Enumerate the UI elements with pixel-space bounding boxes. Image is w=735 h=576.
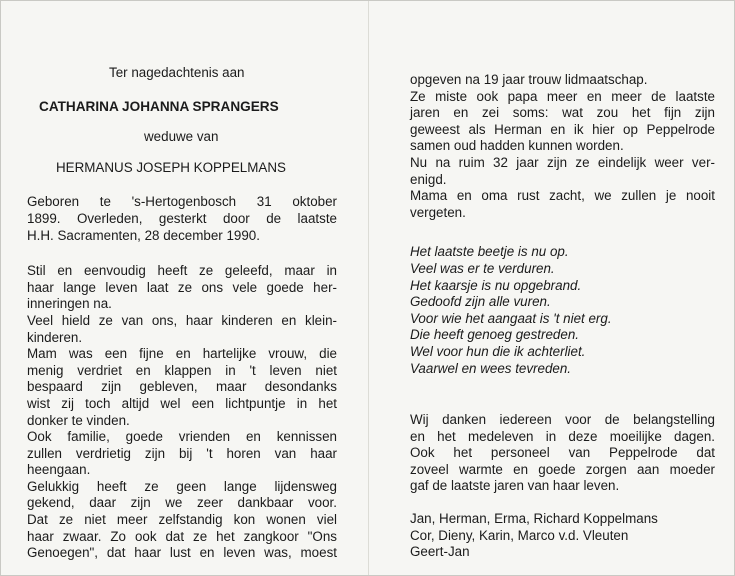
text-line: geweest als Herman en ik hier op Peppelrode (410, 121, 715, 137)
poem-line: Het kaarsje is nu opgebrand. (410, 277, 582, 293)
text-line: gekend, daar zijn we zeer dankbaar voor. (27, 495, 337, 511)
widow-of-text: weduwe van (144, 129, 219, 145)
text-line: haar zwaar. Zo ook dat ze het zangkoor "Ons (27, 528, 337, 544)
text-line: zoveel warmte en goede zorgen aan moeder (410, 461, 715, 477)
text-line: Veel hield ze van ons, haar kinderen en klein- (27, 312, 337, 328)
text-line: Gelukkig heeft ze geen lange lijdensweg (27, 478, 337, 494)
poem (410, 244, 715, 377)
poem-line: Veel was er te verduren. (410, 260, 555, 276)
text-line: jaren en zei soms: wat zou het fijn zijn (410, 105, 715, 121)
text-line: en het medeleven in deze moeilijke dagen. (410, 428, 715, 444)
family-line: Geert-Jan (410, 544, 470, 560)
text-line: H.H. Sacramenten, 28 december 1990. (27, 227, 260, 243)
poem-line: Gedoofd zijn alle vuren. (410, 294, 551, 310)
text-line: Mama en oma rust zacht, we zullen je nooit (410, 188, 715, 204)
text-line: zullen verdrietig zijn bij 't horen van haar (27, 445, 337, 461)
text-line: inneringen na. (27, 296, 112, 312)
poem-line: Voor wie het aangaat is 't niet erg. (410, 310, 612, 326)
text-line: haar lange leven laat ze ons vele goede her- (27, 279, 337, 295)
text-line: donker te vinden. (27, 412, 130, 428)
husband-name: HERMANUS JOSEPH KOPPELMANS (56, 159, 286, 175)
fold-line (368, 1, 369, 575)
text-line: gaf de laatste jaren van haar leven. (410, 478, 620, 494)
birth-death-paragraph (27, 194, 337, 244)
text-line: wist zij toch altijd wel een lichtpuntje in het (27, 395, 337, 411)
text-line: Geboren te 's-Hertogenbosch 31 oktober (27, 194, 337, 210)
text-line: menig verdriet en klappen in 't leven niet (27, 362, 337, 378)
deceased-name: CATHARINA JOHANNA SPRANGERS (39, 98, 279, 114)
poem-line: Vaarwel en wees tevreden. (410, 360, 572, 376)
text-line: kinderen. (27, 329, 83, 345)
intro-text: Ter nagedachtenis aan (109, 65, 245, 80)
text-line: Genoegen", dat haar lust en leven was, moest (27, 545, 337, 561)
text-line: bespaard zijn gebleven, maar desondanks (27, 379, 337, 395)
life-paragraph (27, 263, 337, 562)
family-line: Cor, Dieny, Karin, Marco v.d. Vleuten (410, 527, 629, 543)
text-line: Mam was een fijne en hartelijke vrouw, die (27, 346, 337, 362)
text-line: Ook familie, goede vrienden en kennissen (27, 429, 337, 445)
poem-line: Die heeft genoeg gestreden. (410, 327, 579, 343)
family-line: Jan, Herman, Erma, Richard Koppelmans (410, 511, 658, 527)
text-line: samen oud hadden kunnen worden. (410, 138, 624, 154)
continued-paragraph (410, 72, 715, 221)
right-page (410, 72, 715, 561)
family-signature (410, 511, 715, 561)
poem-line: Wel voor hun die ik achterliet. (410, 343, 586, 359)
text-line: 1899. Overleden, gesterkt door de laatste (27, 210, 337, 226)
text-line: Nu na ruim 32 jaar zijn ze eindelijk weer ver- (410, 154, 715, 170)
text-line: vergeten. (410, 204, 466, 220)
text-line: enigd. (410, 171, 447, 187)
text-line: Stil en eenvoudig heeft ze geleefd, maar in (27, 263, 337, 279)
text-line: Dat ze niet meer zelfstandig kon wonen viel (27, 512, 337, 528)
text-line: Ook het personeel van Peppelrode dat (410, 445, 715, 461)
left-page (27, 65, 337, 562)
poem-line: Het laatste beetje is nu op. (410, 244, 569, 260)
text-line: Wij danken iedereen voor de belangstelling (410, 412, 715, 428)
text-line: heengaan. (27, 462, 91, 478)
text-line: opgeven na 19 jaar trouw lidmaatschap. (410, 72, 648, 87)
thanks-paragraph (410, 412, 715, 495)
text-line: Ze miste ook papa meer en meer de laatste (410, 88, 715, 104)
